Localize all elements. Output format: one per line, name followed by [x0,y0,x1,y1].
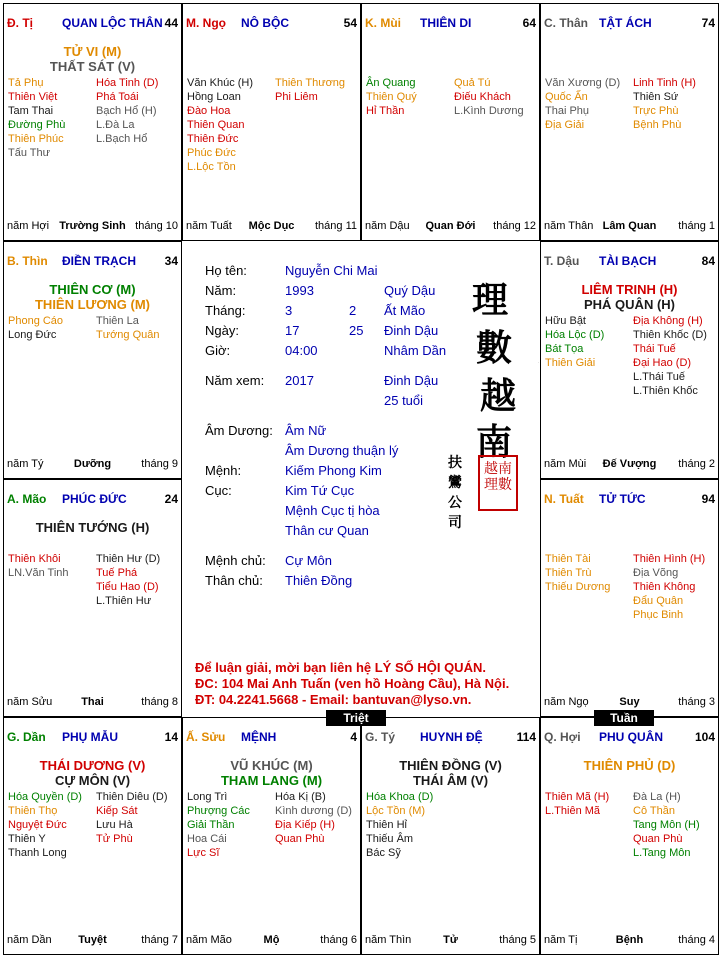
palace-footer [183,934,360,948]
contact-line-3: ĐT: 04.2241.5668 - Email: bantuvan@lyso.vn. [195,692,472,707]
minor-star: L.Lộc Tồn [187,161,236,173]
palace-header [4,492,181,508]
main-star: TỬ VI (M) [63,44,122,59]
minor-star: Văn Khúc (H) [187,77,254,89]
minor-star: Hóa Kị (B) [275,791,326,803]
palace-name: NÔ BỘC [241,16,289,30]
minor-star: Đẩu Quân [633,595,684,607]
value-ho-ten: Nguyễn Chi Mai [285,263,378,278]
minor-star: Thanh Long [8,847,67,859]
palace-stage: Mộc Dục [248,220,295,232]
minor-star: L.Bạch Hổ [96,133,148,145]
palace-header [541,254,718,270]
main-stars [362,758,539,788]
main-star: THIÊN CƠ (M) [49,282,136,297]
palace-header [541,730,718,746]
value-ngay-can: Đinh Dậu [384,323,439,338]
minor-star: Kiếp Sát [96,805,138,817]
minor-star: Thiên Quan [187,119,245,131]
minor-star: Tang Môn (H) [633,819,700,831]
palace-stage: Đế Vượng [602,458,657,470]
main-stars [183,758,360,788]
palace-footer [541,458,718,472]
palace-number: 84 [701,254,715,268]
minor-stars-right [275,76,345,104]
minor-star: Thiên Không [633,581,696,593]
palace-month: tháng 3 [678,696,715,708]
main-stars [4,44,181,74]
palace-branch: K. Mùi [365,16,401,30]
minor-stars-right [275,790,352,846]
palace-header [362,16,539,32]
palace-footer [4,458,181,472]
minor-stars-left [8,790,82,860]
palace-number: 4 [350,730,357,744]
palace-month: tháng 4 [678,934,715,946]
minor-star: Hoa Cái [187,833,227,845]
minor-star: LN.Văn Tinh [8,567,69,579]
palace-number: 114 [516,730,536,744]
minor-stars-left [187,76,253,174]
minor-star: Thiên Đức [187,133,239,145]
value-am-duong: Âm Nữ [285,423,327,438]
palace-header [4,16,181,32]
minor-star: Địa Kiếp (H) [275,819,335,831]
palace-month: tháng 10 [135,220,178,232]
tag-triet: Triệt [326,710,386,726]
minor-star: Tam Thai [8,105,54,117]
palace-branch: A. Mão [7,492,47,506]
palace-number: 14 [164,730,178,744]
minor-star: Nguyệt Đức [8,819,67,831]
palace-no-boc[interactable] [182,3,361,241]
minor-star: Địa Không (H) [633,315,703,327]
palace-footer [541,220,718,234]
minor-stars-right [633,76,696,132]
minor-star: Phá Toái [96,91,139,103]
palace-stage: Trường Sinh [59,220,126,232]
main-star: LIÊM TRINH (H) [581,282,678,297]
value-than-chu: Thiên Đồng [285,573,353,588]
palace-footer [183,220,360,234]
palace-year: năm Mão [186,934,232,946]
palace-month: tháng 5 [499,934,536,946]
main-stars [4,282,181,312]
minor-star: Lực Sĩ [187,847,220,859]
palace-branch: Đ. Tị [7,16,33,30]
label-than-chu: Thân chủ: [205,573,263,588]
minor-stars-right [633,314,707,398]
calligraphy-char-2: 數 [476,327,513,369]
minor-stars-right [454,76,524,118]
minor-star: Thiên Diêu (D) [96,791,168,803]
minor-stars-left [8,552,69,580]
minor-stars-left [545,76,620,132]
palace-name: ĐIỀN TRẠCH [62,254,136,268]
main-star: THIÊN PHỦ (D) [583,758,676,773]
palace-stage: Thai [81,696,104,708]
palace-name: PHU QUÂN [599,730,664,744]
minor-stars-left [545,314,604,370]
calligraphy-char-3: 越 [480,375,517,417]
value-thang-a: 3 [285,303,293,318]
minor-star: Địa Võng [633,567,679,579]
minor-star: Thiên Phúc [8,133,64,145]
value-gio-can: Nhâm Dần [384,343,447,358]
main-stars [541,282,718,312]
palace-number: 44 [164,16,178,30]
main-star: CỰ MÔN (V) [54,773,131,788]
palace-number: 64 [522,16,536,30]
value-thang-b: 2 [349,303,357,318]
minor-star: Hóa Quyền (D) [8,791,82,803]
palace-month: tháng 6 [320,934,357,946]
minor-star: Quan Phù [275,833,325,845]
palace-header [183,730,360,746]
minor-star: Quốc Ấn [545,91,588,103]
palace-name: MỆNH [241,730,277,744]
minor-star: L.Đà La [96,119,135,131]
label-ngay: Ngày: [205,323,239,338]
minor-star: Linh Tinh (H) [633,77,696,89]
value-cuc-2: Mệnh Cục tị hòa [285,503,380,518]
minor-star: Quả Tú [454,77,491,89]
palace-year: năm Tuất [186,220,232,232]
palace-year: năm Sửu [7,696,53,708]
calligraphy-char-4: 南 [476,421,513,463]
label-nam: Năm: [205,283,237,298]
palace-footer [541,696,718,710]
value-gio: 04:00 [285,343,318,358]
minor-star: Phúc Đức [187,147,236,159]
main-star: THIÊN ĐỒNG (V) [399,758,502,773]
palace-branch: Ấ. Sửu [186,730,226,744]
minor-star: Phong Cáo [8,315,64,327]
palace-year: năm Dần [7,934,52,946]
minor-stars-right [96,552,160,608]
calligraphy-small-2: 鸞 [448,475,462,491]
minor-star: Phục Binh [633,609,684,621]
minor-star: Phượng Các [187,805,250,817]
palace-stage: Bệnh [615,934,644,946]
minor-star: Tiểu Hao (D) [96,581,159,593]
palace-stage: Tuyệt [78,934,107,946]
palace-header [541,492,718,508]
palace-branch: Q. Hợi [544,730,581,744]
value-nam: 1993 [285,283,314,298]
value-thang-can: Ất Mão [384,303,426,318]
minor-star: Hóa Khoa (D) [366,791,434,803]
calligraphy-char-1: 理 [472,279,509,321]
palace-name: TÀI BẠCH [599,254,657,268]
label-thang: Tháng: [205,303,246,318]
label-menh-chu: Mệnh chủ: [205,553,266,568]
minor-star: L.Thiên Hư [96,595,152,607]
palace-branch: N. Tuất [544,492,584,506]
value-cuc: Kim Tứ Cục [285,483,355,498]
value-ngay-a: 17 [285,323,300,338]
minor-star: Cô Thần [633,805,675,817]
palace-name: PHỤ MẪU [62,730,118,744]
palace-year: năm Tị [544,934,578,946]
palace-stage: Dưỡng [73,458,112,470]
main-stars [4,520,181,535]
palace-name: THIÊN DI [420,16,472,30]
minor-star: Lưu Hà [96,819,133,831]
palace-month: tháng 11 [314,220,357,232]
palace-name: PHÚC ĐỨC [62,492,127,506]
label-menh: Mệnh: [205,463,242,478]
palace-huynh-de[interactable] [361,717,540,955]
label-cuc: Cục: [205,483,232,498]
minor-stars-left [8,314,63,342]
palace-stage: Lâm Quan [602,220,657,232]
palace-month: tháng 12 [493,220,536,232]
palace-number: 54 [343,16,357,30]
minor-star: Hỉ Thần [366,105,405,117]
palace-number: 94 [701,492,715,506]
minor-star: Trực Phù [633,105,679,117]
minor-star: Tuế Phá [96,567,138,579]
value-nam-can: Quý Dậu [384,283,436,298]
palace-month: tháng 9 [141,458,178,470]
main-star: THẤT SÁT (V) [49,59,136,74]
palace-year: năm Thân [544,220,594,232]
minor-star: Bệnh Phù [633,119,682,131]
palace-branch: G. Tý [365,730,396,744]
palace-branch: T. Dậu [544,254,580,268]
palace-month: tháng 2 [678,458,715,470]
minor-star: Thiên Khôi [8,553,61,565]
main-star: THÁI ÂM (V) [412,773,489,788]
label-nam-xem: Năm xem: [205,373,265,388]
value-nam-xem-can: Đinh Dậu [384,373,439,388]
palace-footer [4,696,181,710]
minor-star: Thiên Y [8,833,46,845]
palace-year: năm Hợi [7,220,50,232]
minor-star: Hóa Lộc (D) [545,329,605,341]
minor-star: Thiên La [96,315,139,327]
palace-quan-loc[interactable] [3,3,182,241]
minor-star: Tấu Thư [8,147,51,159]
minor-star: Thiên Hình (H) [633,553,706,565]
minor-star: L.Kình Dương [454,105,524,117]
palace-year: năm Tý [7,458,44,470]
minor-star: Đại Hao (D) [633,357,692,369]
minor-star: Thiếu Dương [545,581,611,593]
minor-star: Thiếu Âm [366,833,414,845]
palace-footer [541,934,718,948]
palace-month: tháng 8 [141,696,178,708]
value-nam-xem: 2017 [285,373,314,388]
minor-star: Thiên Việt [8,91,58,103]
minor-stars-left [8,76,65,160]
minor-star: Điếu Khách [454,91,511,103]
palace-name: QUAN LỘC THÂN [62,16,163,30]
value-menh: Kiếm Phong Kim [285,463,382,478]
red-seal: 越南理數 [478,455,518,511]
palace-month: tháng 7 [141,934,178,946]
minor-star: Phi Liêm [275,91,318,103]
minor-star: Đào Hoa [187,105,231,117]
palace-footer [362,220,539,234]
palace-phu-mau[interactable] [3,717,182,955]
palace-tat-ach[interactable] [540,3,719,241]
minor-star: Ân Quang [366,77,416,89]
label-gio: Giờ: [205,343,231,358]
calligraphy-small-1: 扶 [448,455,462,471]
minor-star: Văn Xương (D) [545,77,621,89]
palace-branch: B. Thìn [7,254,48,268]
minor-stars-left [545,552,610,594]
minor-star: L.Tang Môn [633,847,691,859]
palace-stage: Mộ [263,934,280,946]
minor-star: Giải Thần [187,819,235,831]
minor-star: Thiên Thương [275,77,346,89]
minor-star: Thiên Hư (D) [96,553,161,565]
minor-star: Đà La (H) [633,791,681,803]
palace-year: năm Thìn [365,934,412,946]
minor-star: Long Đức [8,329,57,341]
minor-star: Quan Phù [633,833,683,845]
palace-number: 34 [164,254,178,268]
label-ho-ten: Họ tên: [205,263,247,278]
minor-star: Bác Sỹ [366,847,401,859]
palace-name: TẬT ÁCH [599,16,652,30]
minor-star: Thiên Thọ [8,805,58,817]
minor-star: Thiên Khốc (D) [633,329,707,341]
palace-menh[interactable] [182,717,361,955]
label-am-duong: Âm Dương: [205,423,273,438]
minor-star: Hữu Bật [545,315,586,327]
minor-stars-left [366,790,433,860]
palace-phu-quan[interactable] [540,717,719,955]
value-cuc-3: Thân cư Quan [285,523,369,538]
minor-star: Long Trì [187,791,228,803]
palace-year: năm Mùi [544,458,587,470]
palace-year: năm Ngọ [544,696,589,708]
palace-stage: Quan Đới [425,220,476,232]
palace-header [362,730,539,746]
minor-star: Tướng Quân [96,329,160,341]
palace-number: 104 [694,730,715,744]
palace-year: năm Dậu [365,220,410,232]
main-stars [541,758,718,773]
minor-star: Thiên Quý [366,91,417,103]
minor-star: Hồng Loan [187,91,241,103]
minor-stars-right [633,790,700,860]
minor-star: L.Thiên Mã [545,805,601,817]
palace-branch: M. Ngọ [186,16,226,30]
calligraphy-small-4: 司 [448,515,462,531]
palace-dien-trach[interactable] [3,241,182,479]
palace-stage: Tử [443,934,458,946]
palace-number: 24 [164,492,178,506]
palace-footer [4,220,181,234]
palace-phuc-duc[interactable] [3,479,182,717]
contact-line-1: Để luận giải, mời bạn liên hệ LÝ SỐ HỘI QUÁN. [195,660,486,675]
minor-stars-right [96,790,168,846]
minor-star: Hóa Tinh (D) [96,77,159,89]
minor-star: Kình dương (D) [275,805,352,817]
palace-number: 74 [701,16,715,30]
calligraphy-small-3: 公 [448,495,462,511]
minor-stars-right [96,76,158,146]
palace-thien-di[interactable] [361,3,540,241]
main-star: VŨ KHÚC (M) [230,758,313,773]
minor-star: Thai Phụ [545,105,590,117]
minor-stars-right [96,314,160,342]
palace-branch: C. Thân [544,16,588,30]
main-star: THIÊN TƯỚNG (H) [35,520,150,535]
minor-star: Thiên Trù [545,567,592,579]
minor-star: Thiên Tài [545,553,591,565]
palace-header [4,730,181,746]
minor-star: Lộc Tồn (M) [366,805,426,817]
main-stars [4,758,181,788]
value-menh-chu: Cự Môn [285,553,332,568]
minor-star: Bạch Hổ (H) [96,105,157,117]
tag-tuan: Tuần [594,710,654,726]
palace-header [4,254,181,270]
value-ngay-b: 25 [349,323,364,338]
palace-header [541,16,718,32]
minor-star: L.Thái Tuế [633,371,685,383]
main-star: PHÁ QUÂN (H) [584,297,675,312]
minor-star: Thiên Mã (H) [545,791,610,803]
main-star: THÁI DƯƠNG (V) [39,758,146,773]
minor-star: Thiên Giải [545,357,596,369]
main-star: THIÊN LƯƠNG (M) [34,297,151,312]
minor-star: L.Thiên Khốc [633,385,698,397]
palace-stage: Suy [619,696,640,708]
palace-footer [4,934,181,948]
minor-star: Địa Giải [545,119,585,131]
minor-star: Thiên Sứ [633,91,679,103]
minor-star: Tử Phù [96,833,133,845]
minor-stars-left [366,76,417,118]
palace-header [183,16,360,32]
minor-star: Thái Tuế [633,343,676,355]
minor-star: Bát Tọa [545,343,584,355]
palace-branch: G. Dần [7,730,46,744]
main-star: THAM LANG (M) [220,773,323,788]
value-am-duong-2: Âm Dương thuận lý [285,443,399,458]
minor-star: Tả Phụ [8,77,44,89]
palace-name: HUYNH ĐỆ [420,730,483,744]
palace-tai-bach[interactable] [540,241,719,479]
palace-name: TỬ TỨC [599,492,646,506]
contact-line-2: ĐC: 104 Mai Anh Tuấn (ven hồ Hoàng Cầu), Hà Nội. [195,676,510,691]
minor-stars-right [633,552,705,622]
minor-stars-left [545,790,609,818]
minor-star: Thiên Hỉ [366,819,407,831]
palace-tu-tuc[interactable] [540,479,719,717]
minor-star: Đường Phù [8,119,66,131]
palace-month: tháng 1 [678,220,715,232]
palace-footer [362,934,539,948]
value-tuoi: 25 tuổi [384,393,424,408]
minor-stars-left [187,790,250,860]
